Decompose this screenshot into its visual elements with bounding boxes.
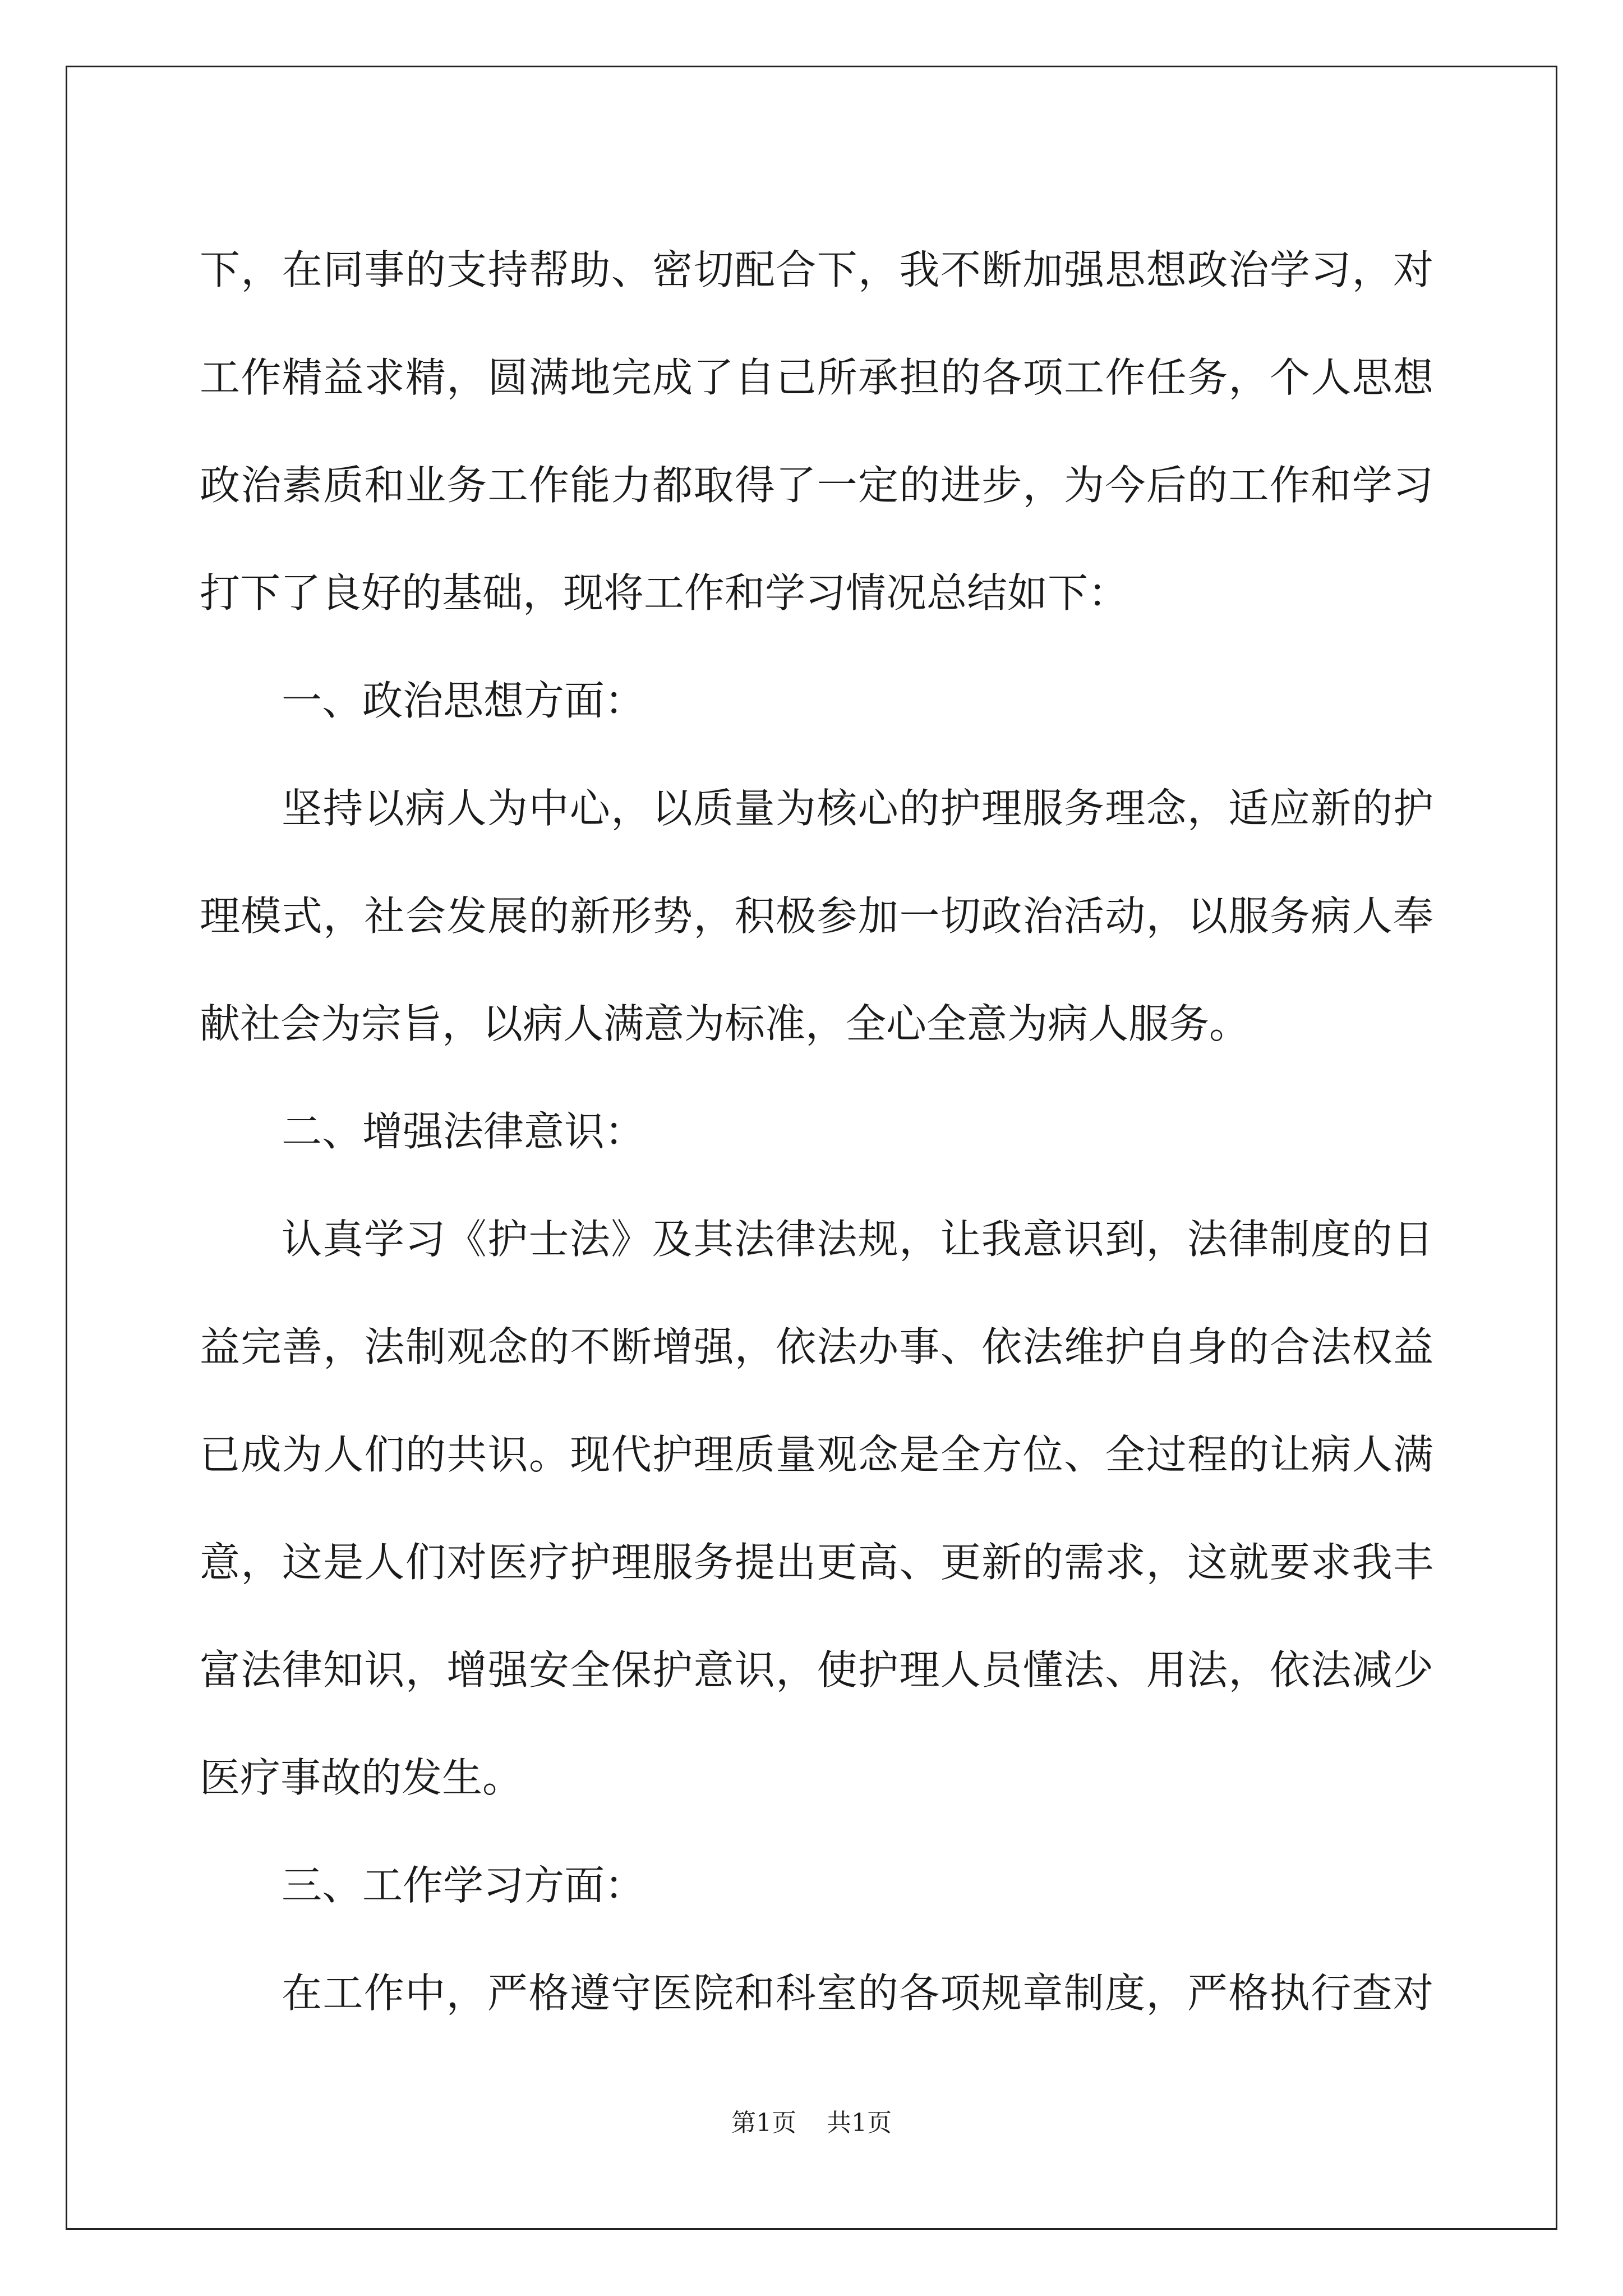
text-line: 益完善，法制观念的不断增强，依法办事、依法维护自身的合法权益 (200, 1323, 1433, 1370)
text-line: 政治素质和业务工作能力都取得了一定的进步，为今后的工作和学习 (200, 462, 1433, 509)
text-line: 献社会为宗旨，以病人满意为标准，全心全意为病人服务。 (200, 1000, 1250, 1047)
text-line: 已成为人们的共识。现代护理质量观念是全方位、全过程的让病人满 (200, 1431, 1433, 1478)
text-line: 工作精益求精，圆满地完成了自己所承担的各项工作任务，个人思想 (200, 354, 1433, 401)
text-line: 下，在同事的支持帮助、密切配合下，我不断加强思想政治学习，对 (200, 246, 1433, 293)
page-number: 第1页 (731, 2109, 796, 2137)
page-footer (0, 2106, 1623, 2140)
text-line: 医疗事故的发生。 (200, 1754, 523, 1801)
text-line: 富法律知识，增强安全保护意识，使护理人员懂法、用法，依法减少 (200, 1646, 1433, 1694)
page-total: 共1页 (827, 2109, 892, 2137)
text-line: 认真学习《护士法》及其法律法规，让我意识到，法律制度的日 (282, 1216, 1433, 1263)
section-heading-work-study: 三、工作学习方面： (282, 1862, 645, 1909)
section-heading-political: 一、政治思想方面： (282, 677, 645, 724)
text-line: 意，这是人们对医疗护理服务提出更高、更新的需求，这就要求我丰 (200, 1539, 1433, 1586)
section-heading-legal: 二、增强法律意识： (282, 1108, 645, 1155)
text-line: 打下了良好的基础，现将工作和学习情况总结如下： (200, 569, 1129, 616)
text-line: 理模式，社会发展的新形势，积极参加一切政治活动，以服务病人奉 (200, 892, 1433, 940)
document-body (200, 216, 1433, 2047)
text-line: 在工作中，严格遵守医院和科室的各项规章制度，严格执行查对 (282, 1970, 1433, 2017)
text-line: 坚持以病人为中心，以质量为核心的护理服务理念，适应新的护 (282, 785, 1433, 832)
